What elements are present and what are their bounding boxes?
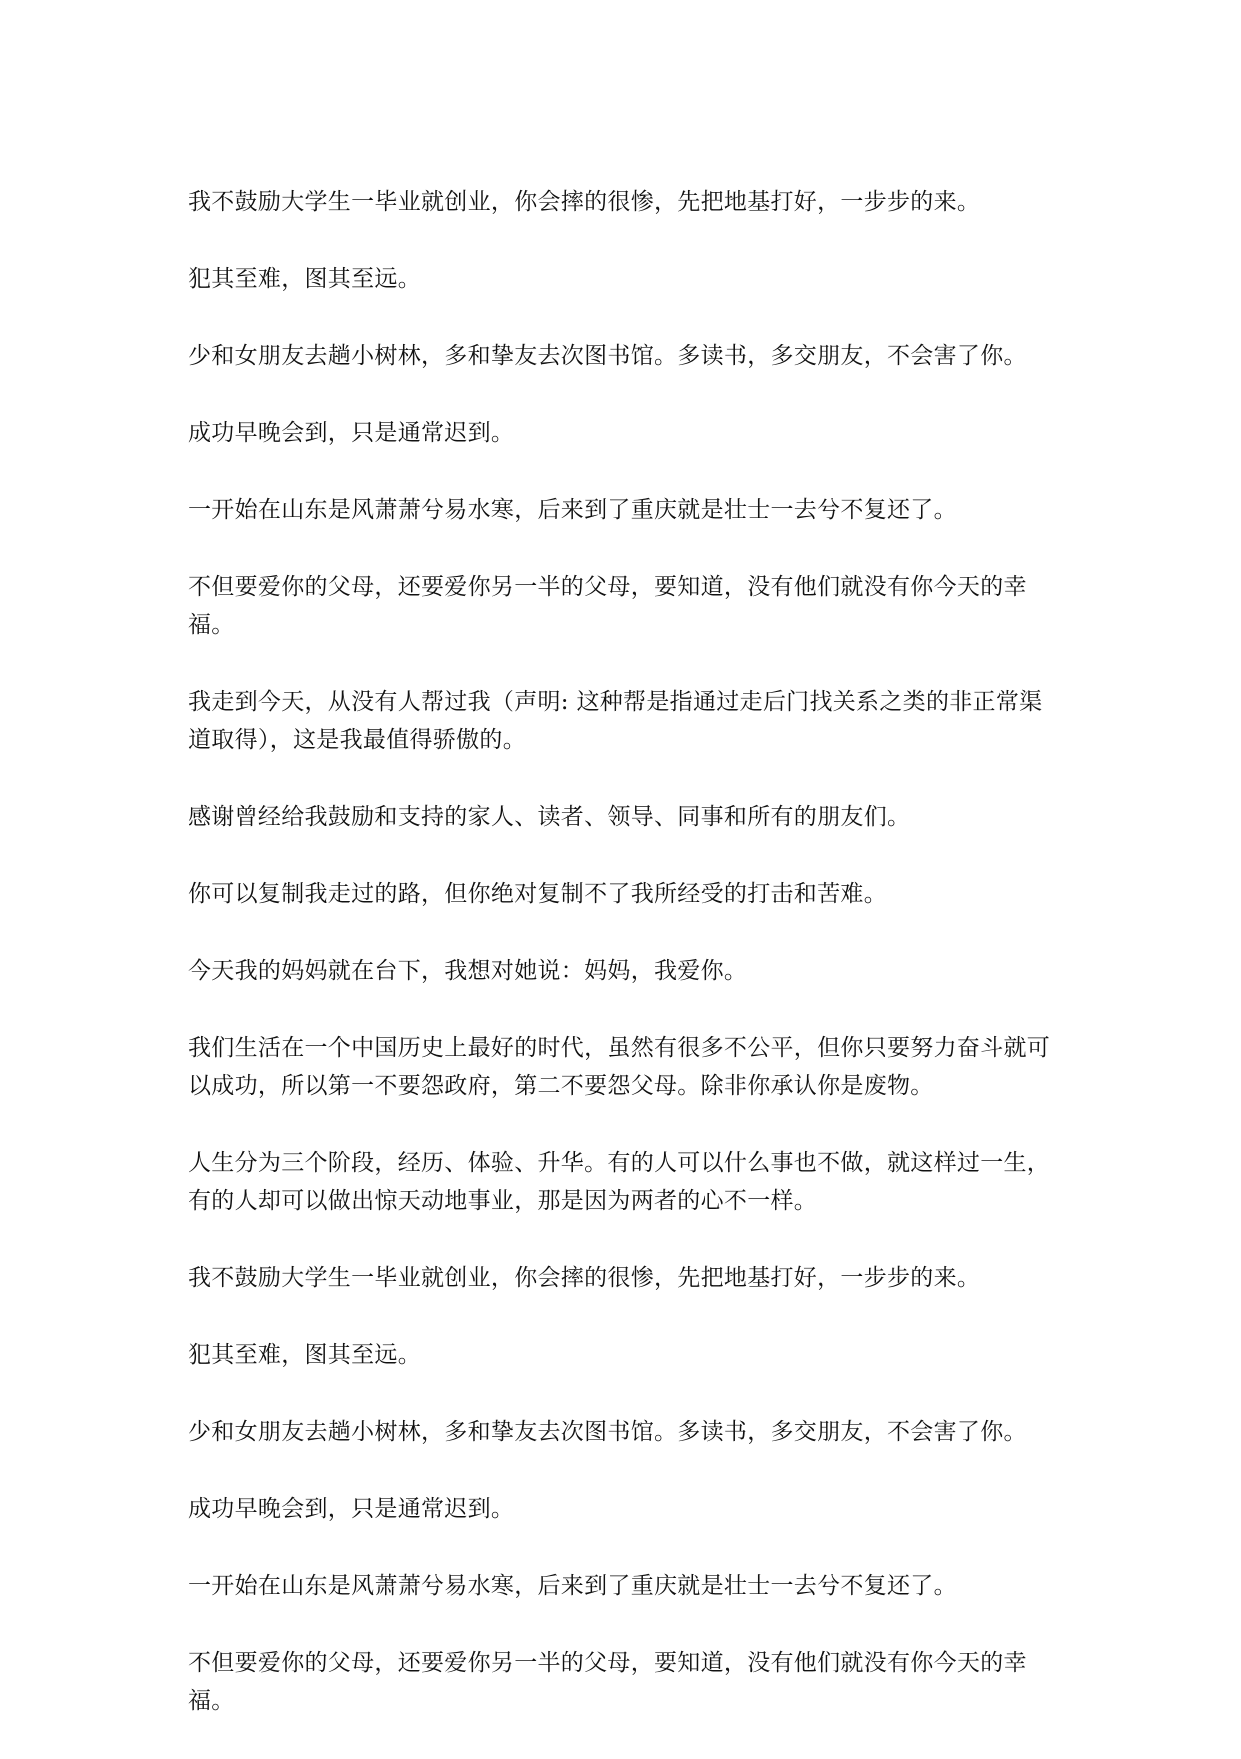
paragraph: 不但要爱你的父母，还要爱你另一半的父母，要知道，没有他们就没有你今天的幸福。	[188, 1650, 1027, 1714]
paragraph: 我们生活在一个中国历史上最好的时代，虽然有很多不公平，但你只要努力奋斗就可以成功，所以第一不要怨政府，第二不要怨父母。除非你承认你是废物。	[188, 1035, 1051, 1099]
paragraph: 犯其至难，图其至远。	[188, 266, 421, 292]
paragraph: 犯其至难，图其至远。	[188, 1342, 421, 1368]
paragraph: 我不鼓励大学生一毕业就创业，你会摔的很惨，先把地基打好，一步步的来。	[188, 189, 981, 215]
paragraph: 今天我的妈妈就在台下，我想对她说：妈妈，我爱你。	[188, 958, 748, 984]
paragraph: 一开始在山东是风萧萧兮易水寒，后来到了重庆就是壮士一去兮不复还了。	[188, 1573, 957, 1599]
paragraph: 人生分为三个阶段，经历、体验、升华。有的人可以什么事也不做，就这样过一生，有的人却可以做出惊天动地事业，那是因为两者的心不一样。	[188, 1150, 1051, 1214]
paragraph: 少和女朋友去趟小树林，多和挚友去次图书馆。多读书，多交朋友，不会害了你。	[188, 343, 1027, 369]
paragraph: 你可以复制我走过的路，但你绝对复制不了我所经受的打击和苦难。	[188, 881, 887, 907]
paragraph: 感谢曾经给我鼓励和支持的家人、读者、领导、同事和所有的朋友们。	[188, 804, 911, 830]
paragraph: 少和女朋友去趟小树林，多和挚友去次图书馆。多读书，多交朋友，不会害了你。	[188, 1419, 1027, 1445]
paragraph: 我走到今天，从没有人帮过我（声明: 这种帮是指通过走后门找关系之类的非正常渠道取得），这是我最值得骄傲的。	[188, 689, 1043, 753]
document-body	[188, 183, 1060, 1759]
paragraph: 我不鼓励大学生一毕业就创业，你会摔的很惨，先把地基打好，一步步的来。	[188, 1265, 981, 1291]
paragraph: 不但要爱你的父母，还要爱你另一半的父母，要知道，没有他们就没有你今天的幸福。	[188, 574, 1027, 638]
paragraph: 一开始在山东是风萧萧兮易水寒，后来到了重庆就是壮士一去兮不复还了。	[188, 497, 957, 523]
paragraph: 成功早晚会到，只是通常迟到。	[188, 1496, 515, 1522]
paragraph: 成功早晚会到，只是通常迟到。	[188, 420, 515, 446]
